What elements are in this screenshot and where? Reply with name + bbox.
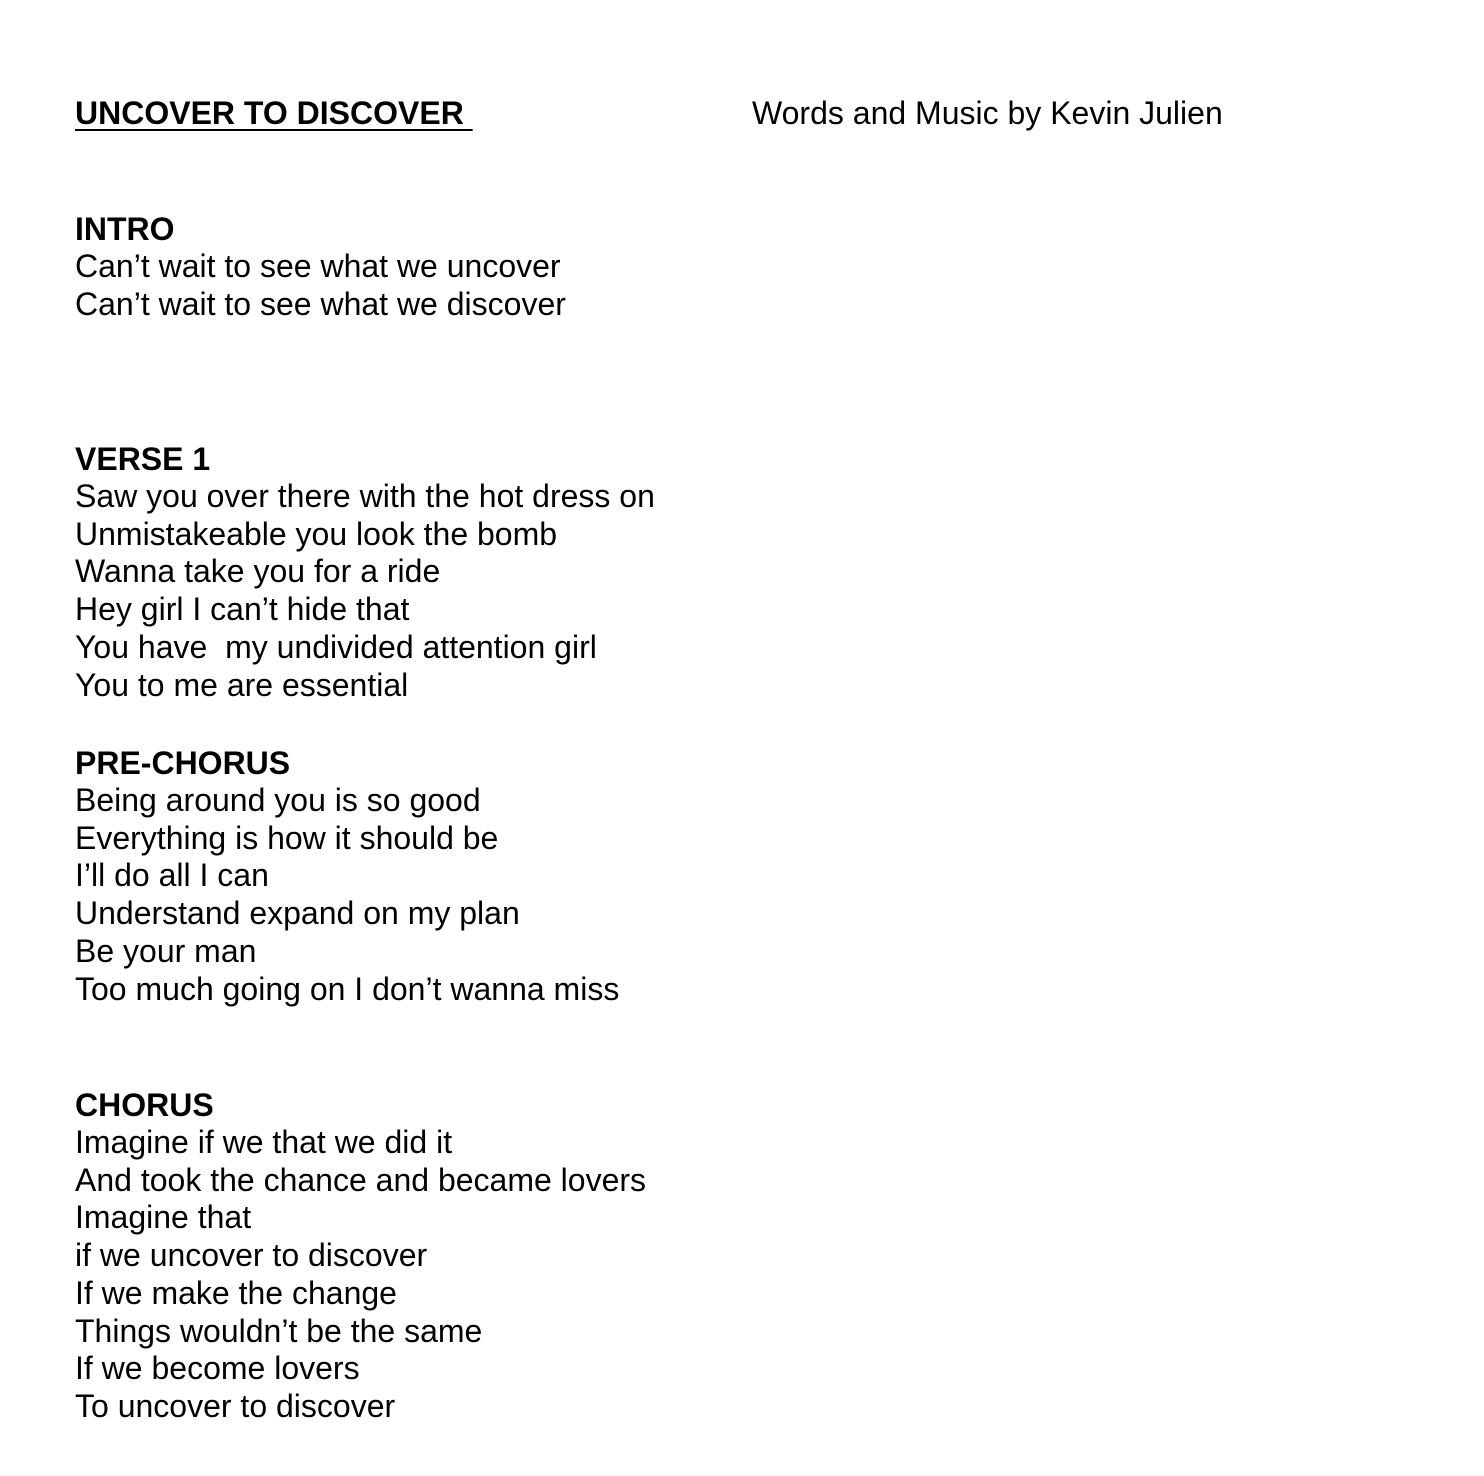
lyric-line: Can’t wait to see what we discover <box>75 285 566 322</box>
lyric-line: If we make the change <box>75 1274 397 1311</box>
section-heading: VERSE 1 <box>75 441 211 477</box>
section-verse-1 <box>75 440 655 704</box>
lyric-line: To uncover to discover <box>75 1387 396 1424</box>
section-heading: CHORUS <box>75 1087 214 1123</box>
lyric-line: Everything is how it should be <box>75 819 499 856</box>
lyric-line: Wanna take you for a ride <box>75 553 441 590</box>
lyric-line: Imagine if we that we did it <box>75 1124 453 1160</box>
lyric-line: Being around you is so good <box>75 782 481 818</box>
lyric-line: Understand expand on my plan <box>75 895 520 932</box>
song-title: UNCOVER TO DISCOVER <box>75 95 473 131</box>
lyric-line: If we become lovers <box>75 1350 360 1387</box>
lyric-line: Hey girl I can’t hide that <box>75 591 410 628</box>
lyric-line: if we uncover to discover <box>75 1237 428 1274</box>
lyric-line: Saw you over there with the hot dress on <box>75 478 655 514</box>
lyric-line: Be your man <box>75 932 257 969</box>
section-pre-chorus <box>75 744 619 1008</box>
section-intro <box>75 210 566 323</box>
lyric-line: Can’t wait to see what we uncover <box>75 248 561 284</box>
lyric-line: Things wouldn’t be the same <box>75 1312 483 1349</box>
section-heading: INTRO <box>75 211 175 247</box>
lyric-line: Too much going on I don’t wanna miss <box>75 970 620 1007</box>
lyric-line: And took the chance and became lovers <box>75 1161 647 1198</box>
lyric-line: Imagine that <box>75 1199 252 1236</box>
section-chorus <box>75 1086 646 1426</box>
lyric-line: Unmistakeable you look the bomb <box>75 515 558 552</box>
lyric-line: You to me are essential <box>75 666 409 703</box>
section-heading: PRE-CHORUS <box>75 745 291 781</box>
lyric-line: You have my undivided attention girl <box>75 628 597 665</box>
song-credit: Words and Music by Kevin Julien <box>752 95 1223 131</box>
lyric-line: I’ll do all I can <box>75 857 269 894</box>
